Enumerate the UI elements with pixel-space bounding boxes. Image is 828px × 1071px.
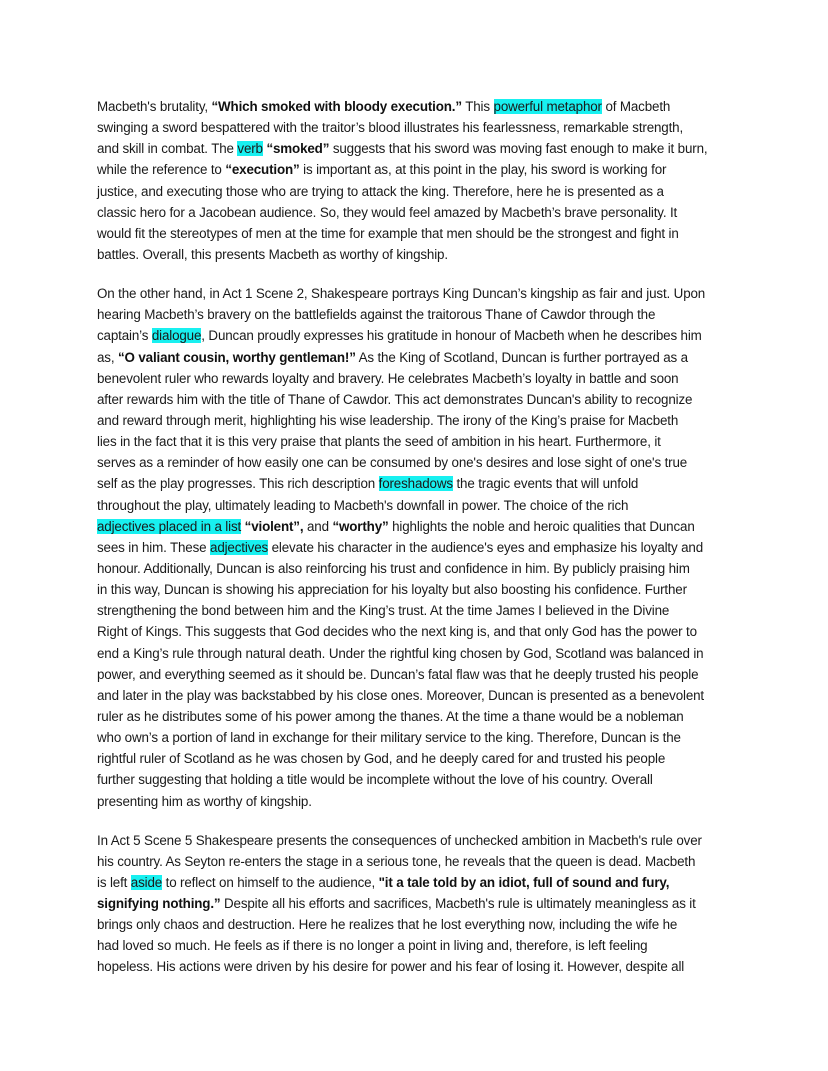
- text-run: , Duncan proudly expresses his gratitude in honour of Macbeth when he describes him: [201, 328, 702, 344]
- text-run: elevate his character in the audience's eyes and emphasize his loyalty and: [268, 539, 704, 555]
- text-run: hearing Macbeth’s bravery on the battlefields against the traitorous Thane of Cawdor through the: [97, 307, 656, 323]
- bold-quotation: “worthy”: [332, 518, 389, 534]
- text-line: [97, 181, 747, 202]
- document-page: [97, 96, 747, 978]
- text-line: [97, 914, 747, 935]
- text-line: [97, 706, 747, 727]
- paragraph-duncan-kingship: [97, 283, 747, 812]
- text-run: battles. Overall, this presents Macbeth as worthy of kingship.: [97, 246, 448, 262]
- text-line: [97, 244, 747, 265]
- bold-quotation: “Which smoked with bloody execution.”: [211, 99, 462, 114]
- paragraph-act5-scene5: [97, 830, 747, 978]
- text-run: presenting him as worthy of kingship.: [97, 793, 312, 809]
- text-run: and skill in combat. The: [97, 141, 238, 157]
- text-run: in this way, Duncan is showing his appreciation for his loyalty but also boosting his confidence. Further: [97, 582, 687, 598]
- text-line: [97, 579, 747, 600]
- text-line: [97, 410, 747, 431]
- text-line: [97, 96, 747, 117]
- text-line: [97, 223, 747, 244]
- text-line: [97, 748, 747, 769]
- text-run: rightful ruler of Scotland as he was chosen by God, and he deeply cared for and trusted his people: [97, 751, 666, 767]
- text-run: throughout the play, ultimately leading to Macbeth's downfall in power. The choice of the rich: [97, 497, 629, 513]
- text-run: justice, and executing those who are trying to attack the king. Therefore, here he is presented as a: [97, 183, 664, 199]
- highlighted-term: foreshadows: [378, 476, 453, 492]
- text-line: [97, 138, 747, 159]
- text-line: [97, 791, 747, 812]
- text-line: [97, 516, 747, 537]
- text-run: highlights the noble and heroic qualities that Duncan: [388, 518, 695, 534]
- text-run: Macbeth's brutality,: [97, 99, 212, 114]
- text-run: lies in the fact that it is this very praise that plants the seed of ambition in his heart. Furthermore, it: [97, 434, 661, 450]
- text-line: [97, 600, 747, 621]
- text-run: power, and everything seemed as it should be. Duncan’s fatal flaw was that he deeply trusted his people: [97, 666, 699, 682]
- text-run: brings only chaos and destruction. Here he realizes that he lost everything now, including the wife he: [97, 917, 678, 933]
- text-line: [97, 117, 747, 138]
- text-line: [97, 956, 747, 977]
- text-run: hopeless. His actions were driven by his desire for power and his fear of losing it. However, despite all: [97, 959, 685, 975]
- text-line: [97, 621, 747, 642]
- bold-quotation: “smoked”: [266, 141, 330, 157]
- text-run: serves as a reminder of how easily one can be consumed by one's desires and lose sight of one's true: [97, 455, 688, 471]
- text-run: is left: [97, 874, 131, 890]
- text-line: [97, 283, 747, 304]
- bold-quotation: “execution”: [225, 162, 300, 178]
- highlighted-term: adjectives placed in a list: [97, 518, 242, 534]
- text-line: [97, 727, 747, 748]
- text-run: who own’s a portion of land in exchange for their military service to the king. Therefore, Duncan is the: [97, 730, 681, 746]
- highlighted-term: adjectives: [210, 539, 269, 555]
- text-line: [97, 368, 747, 389]
- text-run: self as the play progresses. This rich description: [97, 476, 379, 492]
- text-run: and: [303, 518, 333, 534]
- text-line: [97, 431, 747, 452]
- text-line: [97, 202, 747, 223]
- text-run: Right of Kings. This suggests that God decides who the next king is, and that only God has the power to: [97, 624, 697, 640]
- text-run: captain’s: [97, 328, 152, 344]
- text-line: [97, 893, 747, 914]
- text-run: classic hero for a Jacobean audience. So, they would feel amazed by Macbeth’s brave personality. It: [97, 204, 678, 220]
- text-run: This: [461, 99, 494, 114]
- text-run: further suggesting that holding a title would be incomplete without the love of his country. Overall: [97, 772, 653, 788]
- text-run: swinging a sword bespattered with the traitor’s blood illustrates his fearlessness, remarkable strength,: [97, 120, 684, 136]
- text-run: Despite all his efforts and sacrifices, Macbeth's rule is ultimately meaningless as it: [220, 896, 696, 912]
- text-run: As the King of Scotland, Duncan is further portrayed as a: [355, 349, 688, 365]
- text-run: ruler as he distributes some of his power among the thanes. At the time a thane would be a nobleman: [97, 708, 684, 724]
- text-line: [97, 347, 747, 368]
- highlighted-term: dialogue: [151, 328, 202, 344]
- text-run: sees in him. These: [97, 539, 211, 555]
- text-line: [97, 304, 747, 325]
- text-line: [97, 664, 747, 685]
- text-line: [97, 452, 747, 473]
- text-run: the tragic events that will unfold: [452, 476, 639, 492]
- text-line: [97, 769, 747, 790]
- text-line: [97, 851, 747, 872]
- text-line: [97, 643, 747, 664]
- text-run: would fit the stereotypes of men at the time for example that men should be the strongest and fight in: [97, 225, 679, 241]
- text-line: [97, 537, 747, 558]
- text-line: [97, 935, 747, 956]
- text-line: [97, 473, 747, 494]
- text-line: [97, 495, 747, 516]
- text-line: [97, 558, 747, 579]
- text-line: [97, 872, 747, 893]
- text-run: of Macbeth: [601, 99, 671, 114]
- text-line: [97, 325, 747, 346]
- text-run: and reward through merit, highlighting his wise leadership. The irony of the King’s praise for Macbeth: [97, 412, 679, 428]
- text-run: to reflect on himself to the audience,: [162, 874, 379, 890]
- text-run: had loved so much. He feels as if there is no longer a point in living and, therefore, is left feeling: [97, 938, 648, 954]
- text-run: benevolent ruler who rewards loyalty and bravery. He celebrates Macbeth’s loyalty in battle and soon: [97, 370, 679, 386]
- text-run: as,: [97, 349, 118, 365]
- bold-quotation: signifying nothing.”: [97, 896, 221, 912]
- text-run: his country. As Seyton re-enters the stage in a serious tone, he reveals that the queen is dead. Macbeth: [97, 853, 696, 869]
- highlighted-term: powerful metaphor: [493, 99, 602, 114]
- text-line: [97, 389, 747, 410]
- text-run: In Act 5 Scene 5 Shakespeare presents the consequences of unchecked ambition in Macbeth's rule over: [97, 832, 702, 848]
- highlighted-term: aside: [130, 874, 163, 890]
- text-run: suggests that his sword was moving fast enough to make it burn,: [329, 141, 708, 157]
- bold-quotation: "it a tale told by an idiot, full of sound and fury,: [378, 874, 670, 890]
- text-run: while the reference to: [97, 162, 226, 178]
- text-line: [97, 159, 747, 180]
- text-run: is important as, at this point in the play, his sword is working for: [299, 162, 667, 178]
- text-run: after rewards him with the title of Thane of Cawdor. This act demonstrates Duncan's ability to recognize: [97, 391, 693, 407]
- bold-quotation: “O valiant cousin, worthy gentleman!”: [117, 349, 356, 365]
- text-run: honour. Additionally, Duncan is also reinforcing his trust and confidence in him. By publicly praising him: [97, 560, 690, 576]
- text-run: and later in the play was backstabbed by his close ones. Moreover, Duncan is presented as a benevolent: [97, 687, 704, 703]
- text-line: [97, 685, 747, 706]
- highlighted-term: verb: [237, 141, 263, 157]
- paragraph-macbeth-brutality: [97, 96, 747, 265]
- text-line: [97, 830, 747, 851]
- text-run: strengthening the bond between him and the King’s trust. At the time James I believed in the Divine: [97, 603, 670, 619]
- bold-quotation: “violent”,: [244, 518, 304, 534]
- text-run: On the other hand, in Act 1 Scene 2, Shakespeare portrays King Duncan’s kingship as fair and just. Upon: [97, 286, 706, 302]
- text-run: end a King’s rule through natural death. Under the rightful king chosen by God, Scotland was balanced in: [97, 645, 704, 661]
